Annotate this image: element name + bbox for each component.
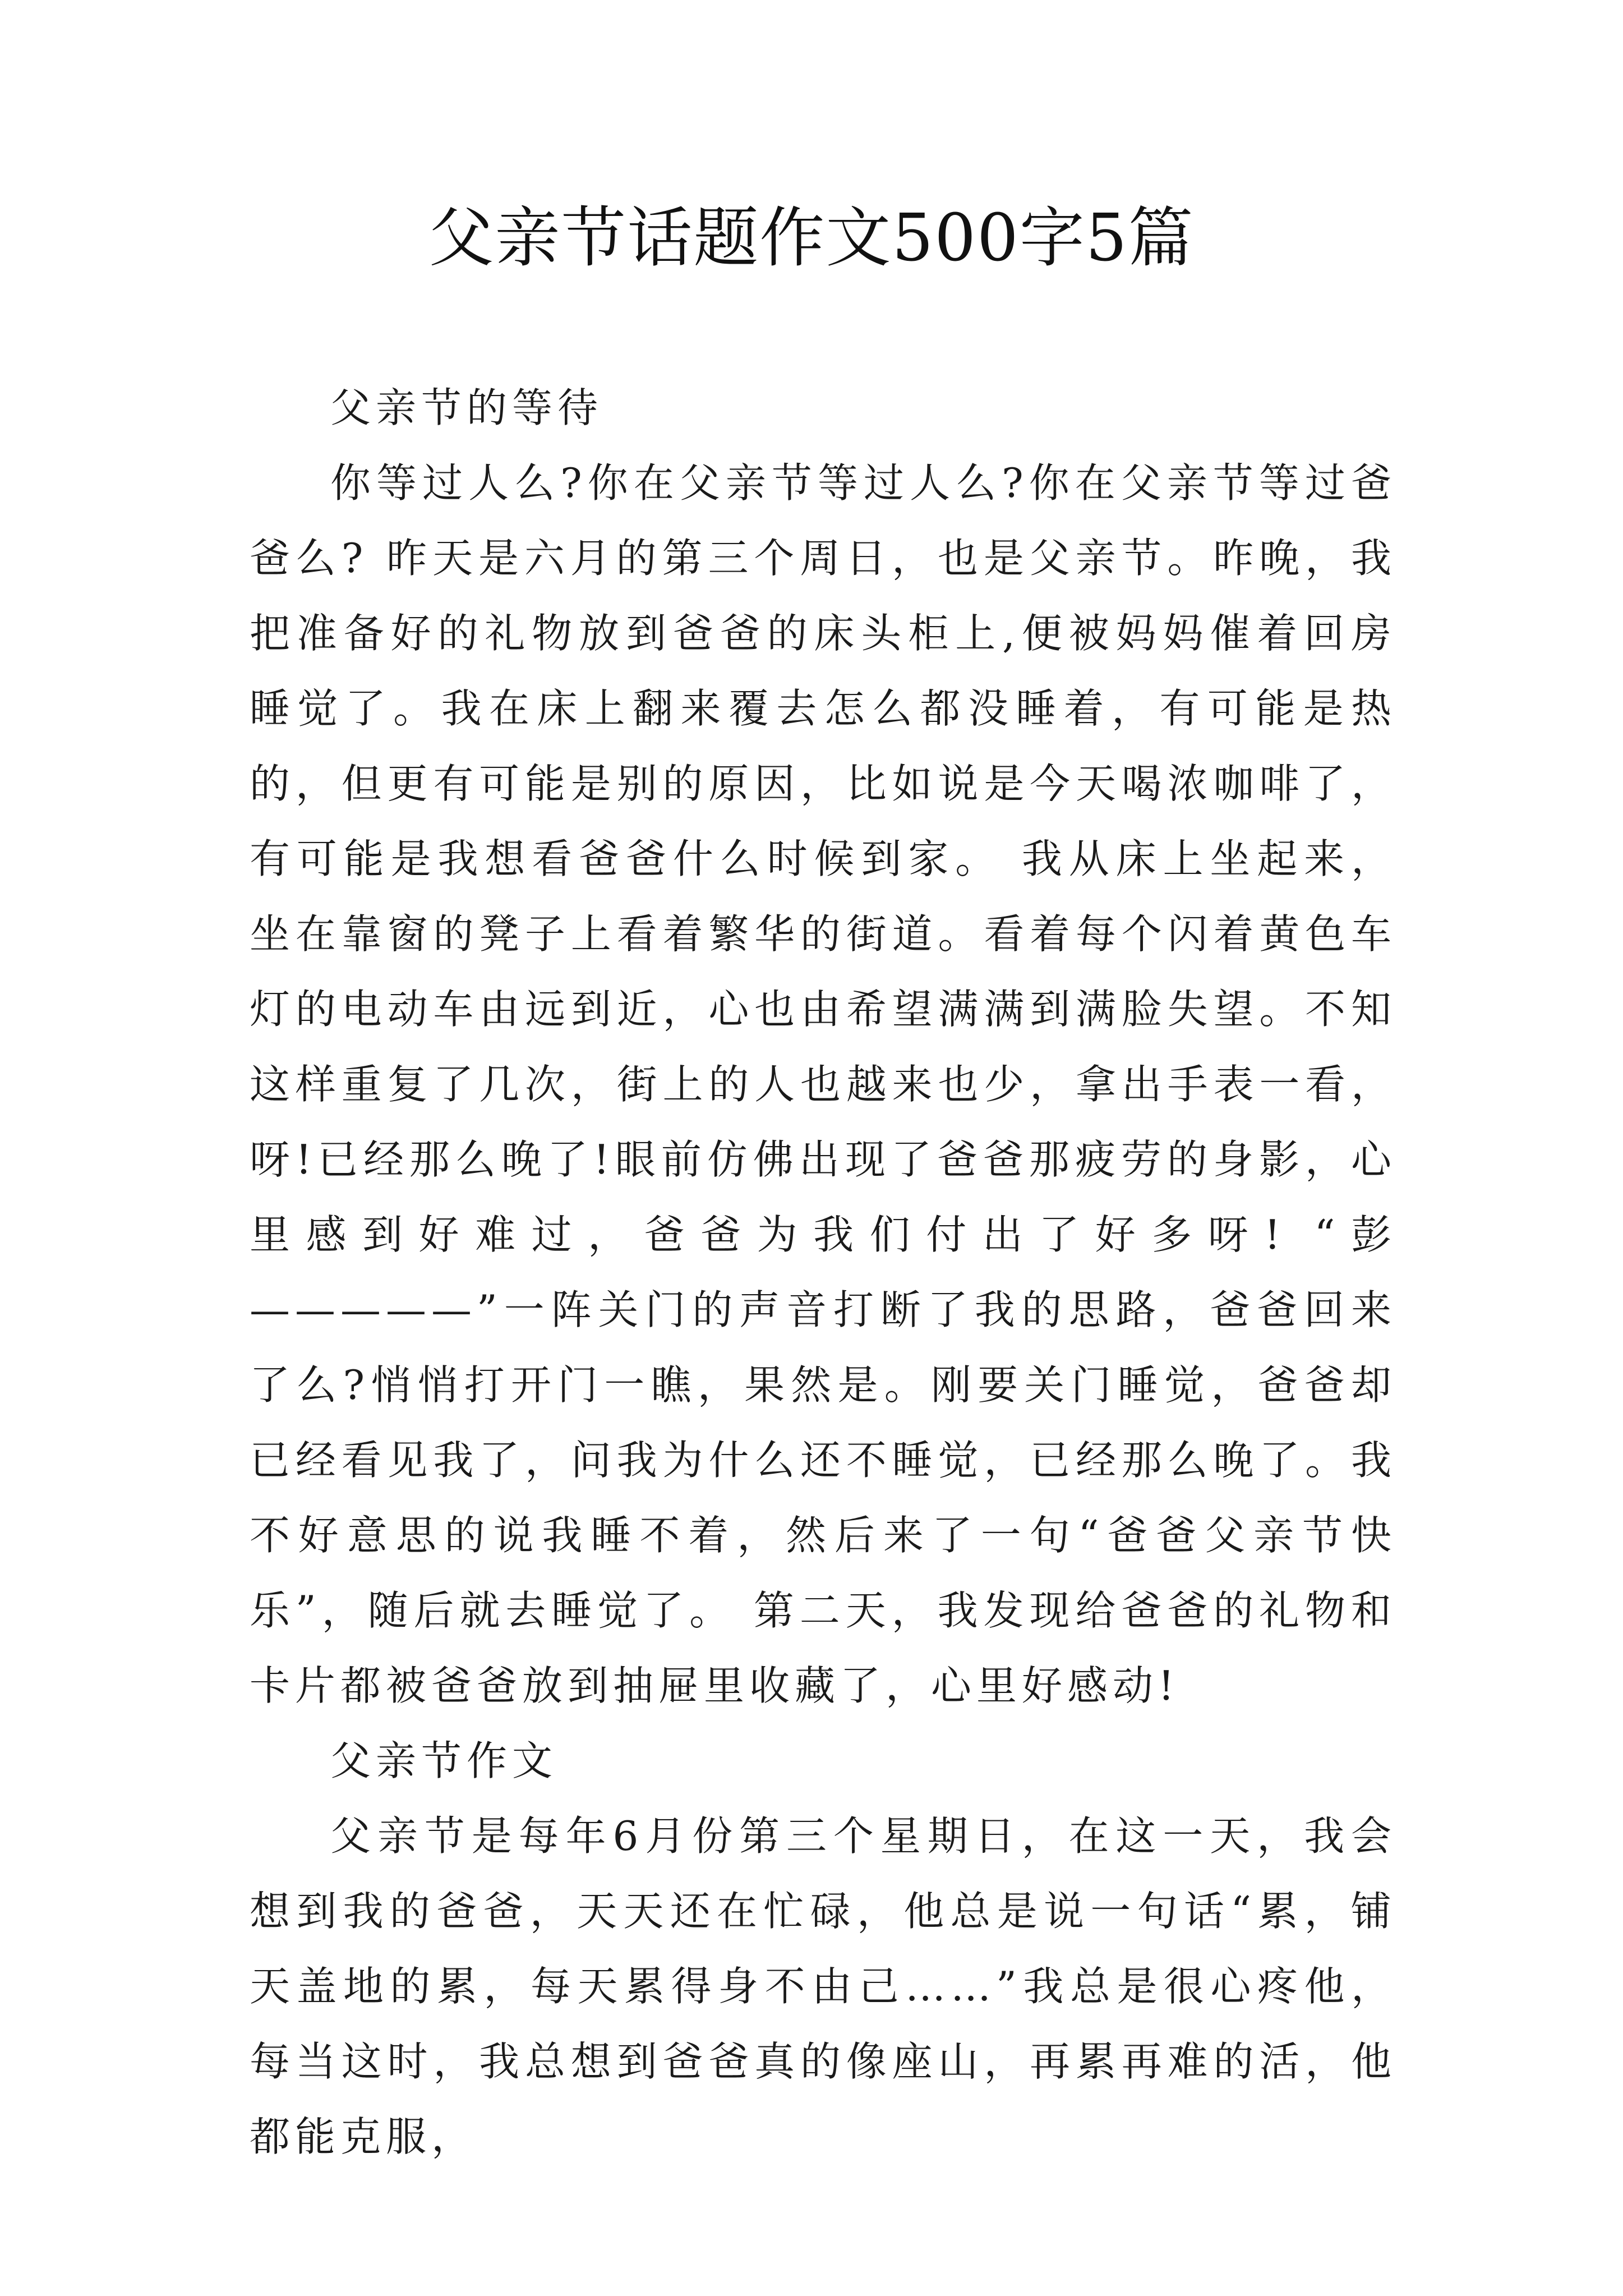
document-body (250, 370, 1396, 2174)
body-paragraph-essay: 父亲节是每年6月份第三个星期日，在这一天，我会想到我的爸爸，天天还在忙碌，他总是说一句话“累，铺天盖地的累，每天累得身不由己……”我总是很心疼他，每当这时，我总想到爸爸真的像座山，再累再难的活，他都能克服， (250, 1812, 1396, 2160)
section-heading-waiting: 父亲节的等待 (330, 384, 603, 431)
section-heading-essay: 父亲节作文 (330, 1737, 558, 1784)
body-paragraph-waiting: 你等过人么?你在父亲节等过人么?你在父亲节等过爸爸么? 昨天是六月的第三个周日，也是父亲节。昨晚，我把准备好的礼物放到爸爸的床头柜上,便被妈妈催着回房睡觉了。我在床上翻来覆去怎么都没睡着，有可能是热的，但更有可能是别的原因，比如说是今天喝浓咖啡了，有可能是我想看爸爸什么时候到家。 我从床上坐起来，坐在靠窗的凳子上看着繁华的街道。看着每个闪着黄色车灯的电动车由远到近，心也由希望满满到满脸失望。不知这样重复了几次，街上的人也越来也少，拿出手表一看，呀!已经那么晚了!眼前仿佛出现了爸爸那疲劳的身影，心里感到好难过，爸爸为我们付出了好多呀! “彭—————”一阵关门的声音打断了我的思路，爸爸回来了么?悄悄打开门一瞧，果然是。刚要关门睡觉，爸爸却已经看见我了，问我为什么还不睡觉，已经那么晚了。我不好意思的说我睡不着，然后来了一句“爸爸父亲节快乐”，随后就去睡觉了。 第二天，我发现给爸爸的礼物和卡片都被爸爸放到抽屉里收藏了，心里好感动! (250, 459, 1396, 1709)
document-title: 父亲节话题作文500字5篇 (428, 200, 1195, 276)
